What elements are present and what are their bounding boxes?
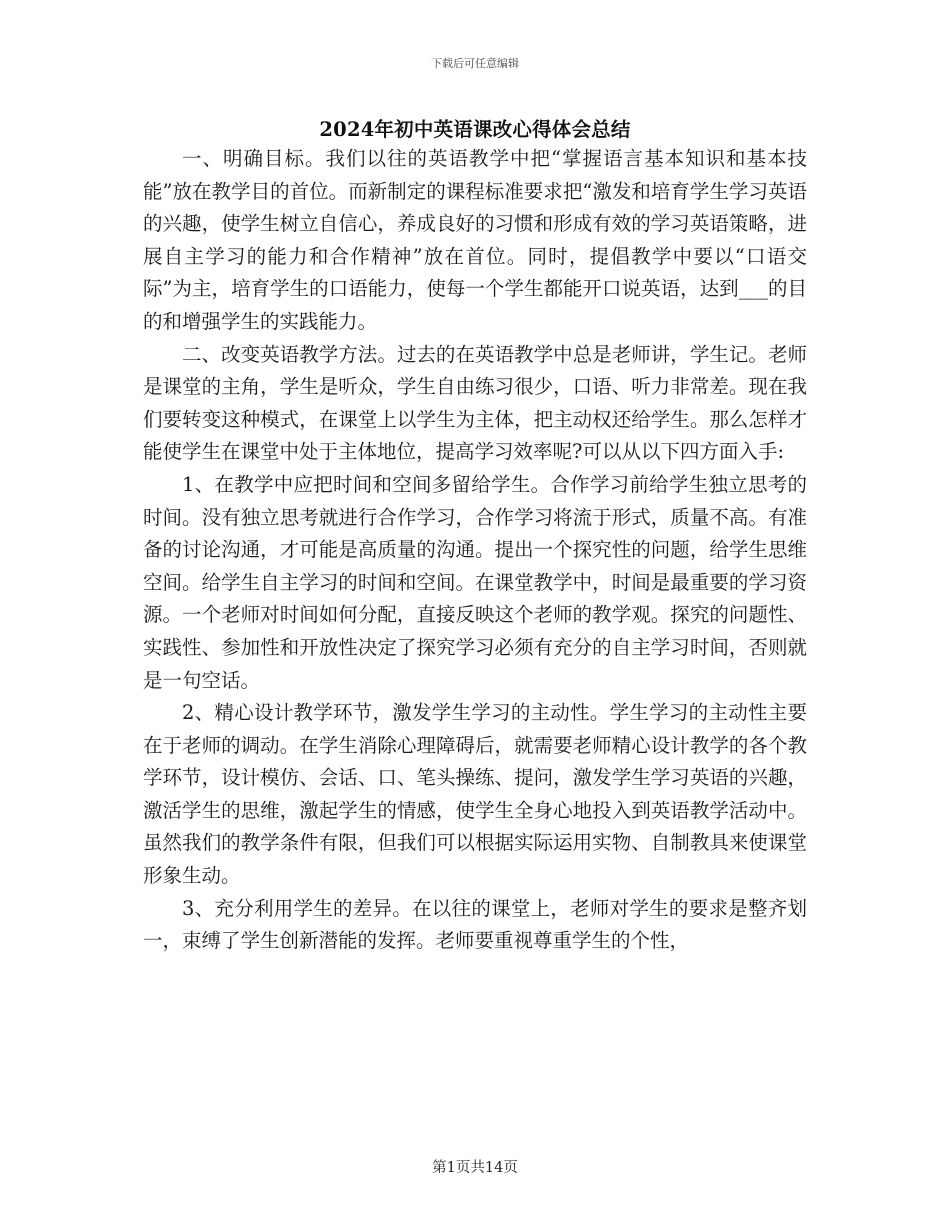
paragraph-point-1: 1、在教学中应把时间和空间多留给学生。合作学习前给学生独立思考的时间。没有独立思考就进行合作学习，合作学习将流于形式，质量不高。有准备的讨论沟通，才可能是高质量的沟通。提出一个探究性的问题，给学生思维空间。给学生自主学习的时间和空间。在课堂教学中，时间是最重要的学习资源。一个老师对时间如何分配，直接反映这个老师的教学观。探究的问题性、实践性、参加性和开放性决定了探究学习必须有充分的自主学习时间，否则就是一句空话。 [143,472,807,692]
paragraph-point-2: 2、精心设计教学环节，激发学生学习的主动性。学生学习的主动性主要在于老师的调动。在学生消除心理障碍后，就需要老师精心设计教学的各个教学环节，设计模仿、会话、口、笔头操练、提问，激发学生学习英语的兴趣，激活学生的思维，激起学生的情感，使学生全身心地投入到英语教学活动中。虽然我们的教学条件有限，但我们可以根据实际运用实物、自制教具来使课堂形象生动。 [143,701,807,888]
page-footer: 第1页共14页 [432,1160,518,1176]
paragraph-teaching-method: 二、改变英语教学方法。过去的在英语教学中总是老师讲，学生记。老师是课堂的主角，学生是听众，学生自由练习很少，口语、听力非常差。现在我们要转变这种模式，在课堂上以学生为主体，把主动权还给学生。那么怎样才能使学生在课堂中处于主体地位，提高学习效率呢?可以从以下四方面入手: [143,342,807,464]
document-title: 2024年初中英语课改心得体会总结 [319,118,631,141]
paragraph-objectives: 一、明确目标。我们以往的英语教学中把“掌握语言基本知识和基本技能”放在教学目的首位。而新制定的课程标准要求把“激发和培育学生学习英语的兴趣，使学生树立自信心，养成良好的习惯和形成有效的学习英语策略，进展自主学习的能力和合作精神”放在首位。同时，提倡教学中要以“口语交际”为主，培育学生的口语能力，使每一个学生都能开口说英语，达到___的目的和增强学生的实践能力。 [143,147,807,333]
document-body [143,143,807,958]
header-note: 下载后可任意编辑 [431,57,519,70]
paragraph-point-3: 3、充分利用学生的差异。在以往的课堂上，老师对学生的要求是整齐划一，束缚了学生创新潜能的发挥。老师要重视尊重学生的个性， [143,896,807,953]
